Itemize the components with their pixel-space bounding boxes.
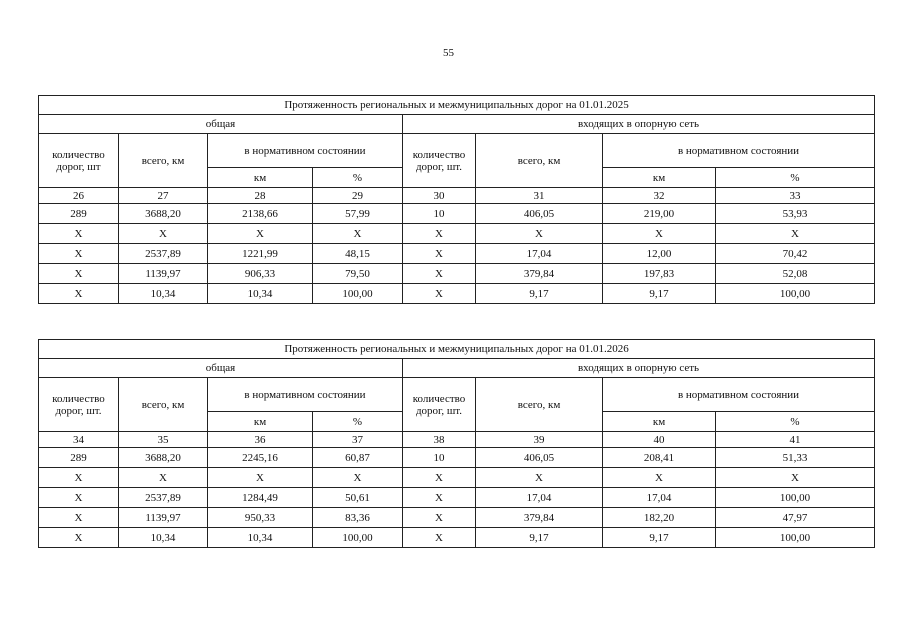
column-header-support-total-km: всего, км <box>476 378 603 432</box>
column-number: 36 <box>208 432 313 448</box>
column-number: 32 <box>603 188 716 204</box>
table-cell: 12,00 <box>603 244 716 264</box>
column-header-road-count: количество дорог, шт. <box>39 378 119 432</box>
table-cell: 379,84 <box>476 264 603 284</box>
table-cell: 17,04 <box>603 488 716 508</box>
column-number: 31 <box>476 188 603 204</box>
table-cell: 53,93 <box>716 204 875 224</box>
column-number: 39 <box>476 432 603 448</box>
table-cell: 10 <box>403 448 476 468</box>
table-cell: 2138,66 <box>208 204 313 224</box>
table-row <box>39 244 875 264</box>
table-cell: 50,61 <box>313 488 403 508</box>
table-title: Протяженность региональных и межмуниципальных дорог на 01.01.2025 <box>39 96 875 115</box>
table-cell: 83,36 <box>313 508 403 528</box>
table-row <box>39 468 875 488</box>
table-cell: 47,97 <box>716 508 875 528</box>
table-title: Протяженность региональных и межмуниципальных дорог на 01.01.2026 <box>39 340 875 359</box>
table-cell: 3688,20 <box>119 448 208 468</box>
column-number: 29 <box>313 188 403 204</box>
column-header-road-count: количество дорог, шт <box>39 134 119 188</box>
column-number: 28 <box>208 188 313 204</box>
table-cell: Х <box>39 284 119 304</box>
column-header-support-normative: в нормативном состоянии <box>603 378 875 412</box>
table-cell: 182,20 <box>603 508 716 528</box>
table-cell: 17,04 <box>476 488 603 508</box>
table-cell: Х <box>39 244 119 264</box>
column-header-support-km: км <box>603 412 716 432</box>
column-header-total-km: всего, км <box>119 134 208 188</box>
table-cell: Х <box>208 468 313 488</box>
table-row <box>39 224 875 244</box>
table-cell: 51,33 <box>716 448 875 468</box>
table-cell: 406,05 <box>476 448 603 468</box>
table-cell: 2537,89 <box>119 244 208 264</box>
group-header-total: общая <box>39 359 403 378</box>
table-cell: Х <box>403 488 476 508</box>
table-cell: Х <box>119 468 208 488</box>
table-cell: 17,04 <box>476 244 603 264</box>
table-cell: 219,00 <box>603 204 716 224</box>
table-cell: 9,17 <box>476 284 603 304</box>
table-row <box>39 448 875 468</box>
column-number: 40 <box>603 432 716 448</box>
column-header-support-normative: в нормативном состоянии <box>603 134 875 168</box>
column-number: 37 <box>313 432 403 448</box>
table-cell: Х <box>208 224 313 244</box>
table-cell: Х <box>476 224 603 244</box>
column-number: 27 <box>119 188 208 204</box>
column-number: 30 <box>403 188 476 204</box>
table-cell: 208,41 <box>603 448 716 468</box>
column-number-row <box>39 432 875 448</box>
table-cell: Х <box>39 488 119 508</box>
table-cell: 10 <box>403 204 476 224</box>
table-cell: 1221,99 <box>208 244 313 264</box>
table-cell: Х <box>716 224 875 244</box>
table-cell: 379,84 <box>476 508 603 528</box>
table-cell: Х <box>603 224 716 244</box>
table-cell: 10,34 <box>119 528 208 548</box>
table-row <box>39 528 875 548</box>
column-header-support-total-km: всего, км <box>476 134 603 188</box>
table-cell: 100,00 <box>716 488 875 508</box>
column-header-percent: % <box>313 168 403 188</box>
table-cell: 906,33 <box>208 264 313 284</box>
page-number: 55 <box>443 47 454 59</box>
column-header-percent: % <box>313 412 403 432</box>
table-cell: 48,15 <box>313 244 403 264</box>
table-cell: Х <box>313 468 403 488</box>
roads-table-2026 <box>38 339 875 548</box>
table-cell: Х <box>313 224 403 244</box>
table-row <box>39 488 875 508</box>
table-cell: Х <box>603 468 716 488</box>
table-cell: 10,34 <box>208 284 313 304</box>
table-cell: 2245,16 <box>208 448 313 468</box>
table-cell: 70,42 <box>716 244 875 264</box>
table-cell: 950,33 <box>208 508 313 528</box>
column-header-support-km: км <box>603 168 716 188</box>
column-header-support-road-count: количество дорог, шт. <box>403 134 476 188</box>
table-cell: 1139,97 <box>119 264 208 284</box>
column-number: 41 <box>716 432 875 448</box>
table-cell: Х <box>39 264 119 284</box>
table-cell: 289 <box>39 204 119 224</box>
group-header-support-network: входящих в опорную сеть <box>403 359 875 378</box>
group-header-support-network: входящих в опорную сеть <box>403 115 875 134</box>
table-cell: Х <box>476 468 603 488</box>
table-cell: Х <box>39 224 119 244</box>
column-number: 35 <box>119 432 208 448</box>
table-cell: Х <box>403 284 476 304</box>
column-header-total-km: всего, км <box>119 378 208 432</box>
column-number: 33 <box>716 188 875 204</box>
table-cell: 289 <box>39 448 119 468</box>
table-cell: Х <box>403 224 476 244</box>
column-number: 26 <box>39 188 119 204</box>
table-cell: Х <box>716 468 875 488</box>
table-cell: 52,08 <box>716 264 875 284</box>
column-header-normative: в нормативном состоянии <box>208 378 403 412</box>
table-cell: 197,83 <box>603 264 716 284</box>
column-number-row <box>39 188 875 204</box>
column-header-km: км <box>208 412 313 432</box>
table-cell: 3688,20 <box>119 204 208 224</box>
table-cell: 10,34 <box>119 284 208 304</box>
table-row <box>39 264 875 284</box>
table-row <box>39 284 875 304</box>
column-header-support-percent: % <box>716 412 875 432</box>
table-cell: 100,00 <box>716 284 875 304</box>
table-cell: 2537,89 <box>119 488 208 508</box>
column-header-support-road-count: количество дорог, шт. <box>403 378 476 432</box>
table-cell: 60,87 <box>313 448 403 468</box>
table-cell: 100,00 <box>313 528 403 548</box>
table-cell: 406,05 <box>476 204 603 224</box>
table-cell: 100,00 <box>313 284 403 304</box>
column-header-normative: в нормативном состоянии <box>208 134 403 168</box>
table-cell: Х <box>403 508 476 528</box>
table-cell: Х <box>403 468 476 488</box>
table-cell: Х <box>403 264 476 284</box>
column-number: 34 <box>39 432 119 448</box>
roads-table-2025 <box>38 95 875 304</box>
table-cell: 9,17 <box>603 284 716 304</box>
table-cell: 10,34 <box>208 528 313 548</box>
group-header-total: общая <box>39 115 403 134</box>
table-cell: 1139,97 <box>119 508 208 528</box>
table-cell: 9,17 <box>476 528 603 548</box>
table-cell: Х <box>403 244 476 264</box>
table-cell: Х <box>119 224 208 244</box>
table-cell: 100,00 <box>716 528 875 548</box>
table-cell: 9,17 <box>603 528 716 548</box>
table-cell: Х <box>403 528 476 548</box>
table-row <box>39 204 875 224</box>
column-header-km: км <box>208 168 313 188</box>
table-cell: Х <box>39 468 119 488</box>
table-row <box>39 508 875 528</box>
table-cell: 57,99 <box>313 204 403 224</box>
table-cell: 1284,49 <box>208 488 313 508</box>
table-cell: 79,50 <box>313 264 403 284</box>
table-cell: Х <box>39 528 119 548</box>
column-header-support-percent: % <box>716 168 875 188</box>
table-cell: Х <box>39 508 119 528</box>
column-number: 38 <box>403 432 476 448</box>
